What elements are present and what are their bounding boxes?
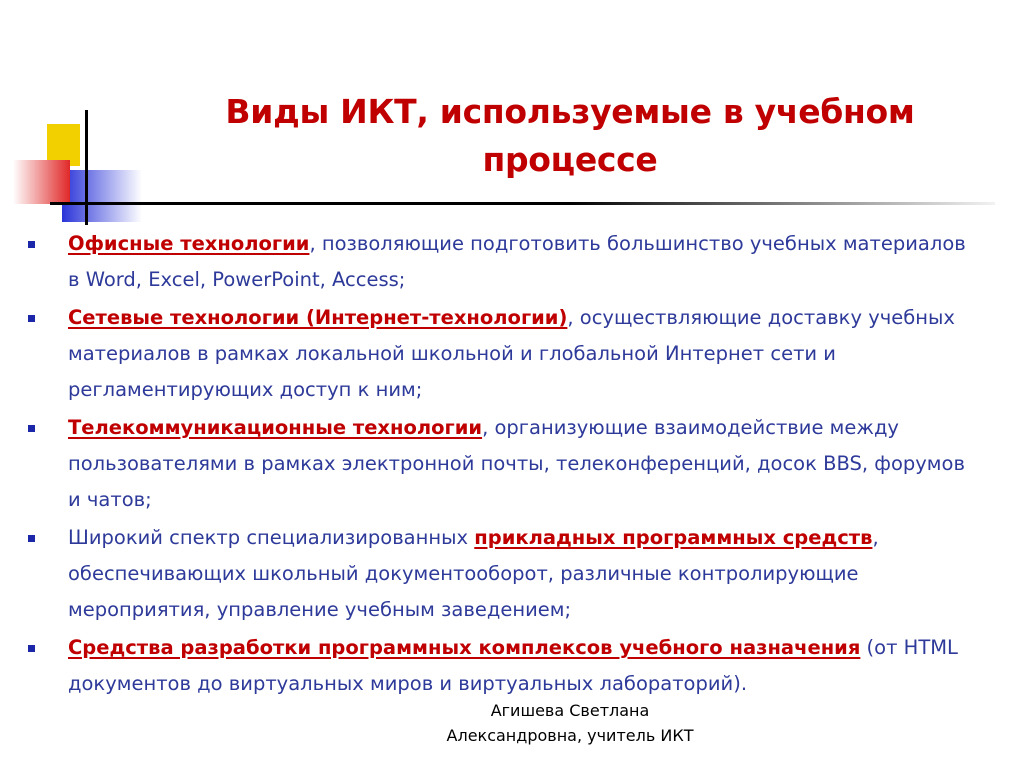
item-text-after: , обеспечивающих школьный документооборот, различные контролирующие мероприятия, управление учебным заведением;	[68, 526, 879, 621]
item-text-before: Широкий спектр специализированных	[68, 526, 475, 549]
item-text-after: , организующие взаимодействие между пользователями в рамках электронной почты, телеконференций, досок BBS, форумов и чатов;	[68, 416, 965, 511]
list-item	[28, 410, 978, 518]
list-item	[28, 630, 978, 702]
item-highlight: Сетевые технологии (Интернет-технологии)	[68, 306, 568, 329]
footer-line-1: Агишева Светлана	[490, 701, 650, 720]
author-footer	[420, 698, 720, 748]
list-item	[28, 300, 978, 408]
bullet-icon	[28, 315, 35, 322]
list-item	[28, 226, 978, 298]
item-highlight: прикладных программных средств	[474, 526, 873, 549]
item-text-after: , позволяющие подготовить большинство учебных материалов в Word, Excel, PowerPoint, Access;	[68, 232, 966, 291]
bullet-list	[28, 226, 978, 704]
deco-blue-square	[62, 170, 142, 222]
deco-yellow-square	[47, 124, 80, 166]
item-text-after: , осуществляющие доставку учебных материалов в рамках локальной школьной и глобальной Интернет сети и регламентирующих доступ к ним;	[68, 306, 955, 401]
bullet-icon	[28, 535, 35, 542]
deco-vertical-line	[85, 110, 88, 225]
bullet-icon	[28, 241, 35, 248]
footer-line-2: Александровна, учитель ИКТ	[446, 726, 694, 745]
title-divider	[50, 202, 995, 205]
deco-red-square	[13, 160, 70, 204]
slide-title: Виды ИКТ, используемые в учебном процессе	[225, 92, 915, 179]
bullet-icon	[28, 645, 35, 652]
item-highlight: Средства разработки программных комплексов учебного назначения	[68, 636, 861, 659]
bullet-icon	[28, 425, 35, 432]
list-item	[28, 520, 978, 628]
item-highlight: Телекоммуникационные технологии	[68, 416, 483, 439]
item-text-after: (от HTML документов до виртуальных миров и виртуальных лабораторий).	[68, 636, 958, 695]
item-highlight: Офисные технологии	[68, 232, 310, 255]
